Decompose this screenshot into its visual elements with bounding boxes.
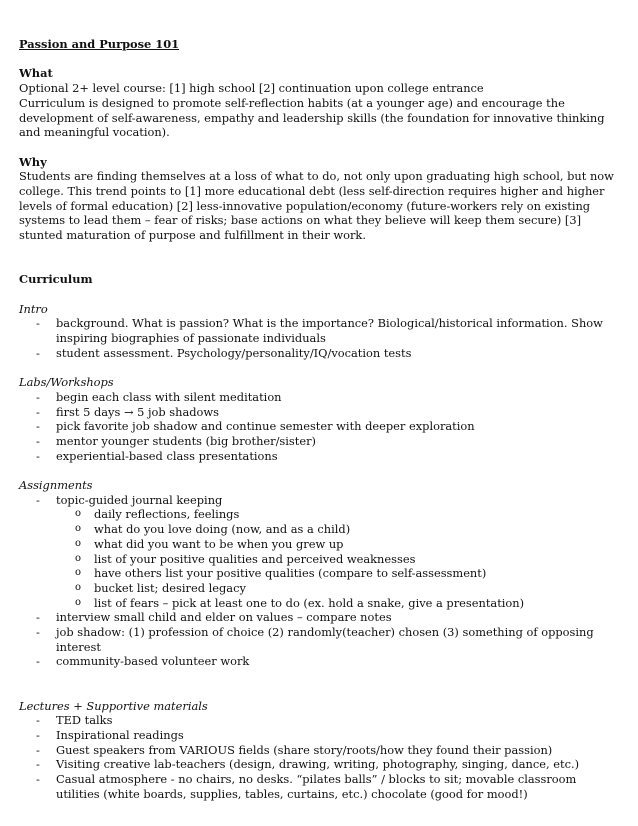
list-item: - begin each class with silent meditation xyxy=(36,389,282,404)
list-item: - interview small child and elder on values – compare notes xyxy=(36,610,392,625)
list-item: - community-based volunteer work xyxy=(36,654,250,669)
assignments-subheading: Assignments xyxy=(19,478,93,492)
sub-list-item: o daily reflections, feelings xyxy=(75,507,240,522)
list-item: - job shadow: (1) profession of choice (2) randomly(teacher) chosen (3) something of opposing interest xyxy=(36,625,594,654)
sub-list-item: o what do you love doing (now, and as a child) xyxy=(75,522,351,537)
list-item: - topic-guided journal keeping xyxy=(36,492,223,507)
labs-list xyxy=(19,390,619,464)
list-item: - pick favorite job shadow and continue semester with deeper exploration xyxy=(36,419,475,434)
intro-list xyxy=(19,316,619,360)
what-heading: What xyxy=(19,66,53,81)
sub-list-item: o list of fears – pick at least one to do (ex. hold a snake, give a presentation) xyxy=(75,595,525,610)
why-heading: Why xyxy=(19,154,47,169)
list-item: - Guest speakers from VARIOUS fields (share story/roots/how they found their passion) xyxy=(36,742,553,757)
list-item: - TED talks xyxy=(36,713,113,728)
list-item: - Casual atmosphere - no chairs, no desks. “pilates balls” / blocks to sit; movable classroom utilities (white boards, supplies, tables, curtains, etc.) chocolate (good for mood!) xyxy=(36,772,577,801)
list-item: - Visiting creative lab-teachers (design, drawing, writing, photography, singing, dance, etc.) xyxy=(36,757,580,772)
list-item: - student assessment. Psychology/personality/IQ/vocation tests xyxy=(36,345,412,360)
sub-list-item: o have others list your positive qualities (compare to self-assessment) xyxy=(75,566,487,581)
what-paragraph-2: Curriculum is designed to promote self-reflection habits (at a younger age) and encourage the development of self-awareness, empathy and leadership skills (the foundation for innovative thinking and meaningful vocation). xyxy=(19,95,605,140)
sub-list-item: o what did you want to be when you grew up xyxy=(75,536,344,551)
lectures-subheading: Lectures + Supportive materials xyxy=(19,698,208,713)
lectures-list xyxy=(19,713,619,801)
document-page xyxy=(19,37,619,801)
sub-list-item: o list of your positive qualities and perceived weaknesses xyxy=(75,551,416,566)
sub-list-item: o bucket list; desired legacy xyxy=(75,580,246,595)
what-paragraph-1: Optional 2+ level course: [1] high school [2] continuation upon college entrance xyxy=(19,81,484,96)
curriculum-heading: Curriculum xyxy=(19,272,93,287)
list-item: - background. What is passion? What is the importance? Biological/historical information. Show inspiring biographies of passionate individuals xyxy=(36,316,603,345)
list-item: - experiential-based class presentations xyxy=(36,448,278,463)
why-paragraph: Students are finding themselves at a loss of what to do, not only upon graduating high school, but now college. This trend points to [1] more educational debt (less self-direction requires higher and higher levels of formal education) [2] less-innovative population/economy (future-workers rely on existing systems to lead them – fear of risks; base actions on what they believe will keep them secure) [3] stunted maturation of purpose and fulfillment in their work. xyxy=(19,169,614,243)
intro-subheading: Intro xyxy=(19,301,48,316)
list-item: - mentor younger students (big brother/sister) xyxy=(36,433,316,448)
assignments-list xyxy=(19,493,619,669)
list-item: - first 5 days → 5 job shadows xyxy=(36,404,219,419)
document-title: Passion and Purpose 101 xyxy=(19,37,180,51)
labs-subheading: Labs/Workshops xyxy=(19,375,114,390)
list-item: - Inspirational readings xyxy=(36,727,184,742)
